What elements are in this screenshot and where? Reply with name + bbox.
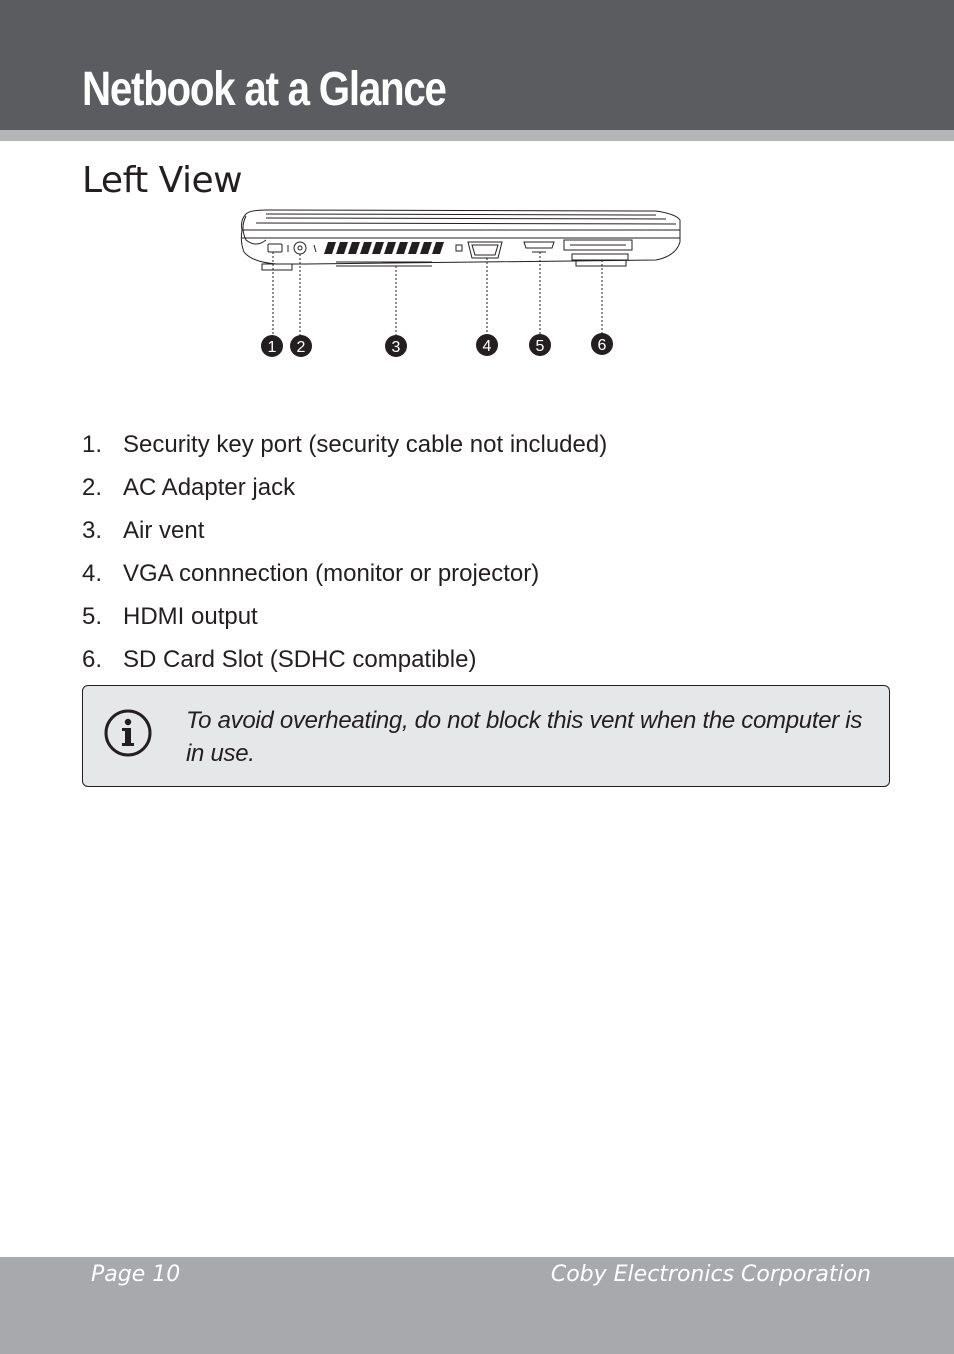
list-item-number: 5. bbox=[82, 603, 103, 630]
svg-text:3: 3 bbox=[391, 339, 401, 356]
list-item bbox=[82, 642, 607, 685]
callout-2 bbox=[290, 335, 312, 357]
list-item-number: 3. bbox=[82, 517, 103, 544]
list-item-label: AC Adapter jack bbox=[123, 474, 296, 501]
components-list bbox=[82, 427, 607, 685]
list-item bbox=[82, 513, 607, 556]
callout-4 bbox=[476, 334, 498, 356]
callout-6 bbox=[591, 333, 613, 355]
svg-text:5: 5 bbox=[535, 338, 545, 355]
list-item bbox=[82, 556, 607, 599]
callout-5 bbox=[529, 334, 551, 356]
list-item bbox=[82, 470, 607, 513]
info-icon bbox=[103, 708, 153, 758]
svg-text:6: 6 bbox=[597, 337, 607, 354]
list-item-label: VGA connnection (monitor or projector) bbox=[123, 560, 540, 587]
list-item-number: 2. bbox=[82, 474, 103, 501]
note-text: To avoid overheating, do not block this vent when the computer is in use. bbox=[186, 707, 863, 767]
list-item-number: 1. bbox=[82, 431, 103, 458]
list-item bbox=[82, 599, 607, 642]
list-item-label: Security key port (security cable not included) bbox=[123, 431, 608, 458]
svg-text:4: 4 bbox=[482, 338, 492, 355]
list-item-label: Air vent bbox=[123, 517, 205, 544]
svg-text:1: 1 bbox=[267, 339, 277, 356]
list-item-label: SD Card Slot (SDHC compatible) bbox=[123, 646, 477, 673]
page-title: Netbook at a Glance bbox=[82, 63, 446, 116]
netbook-left-view-illustration bbox=[236, 208, 686, 368]
svg-text:2: 2 bbox=[296, 339, 306, 356]
page-number: Page 10 bbox=[91, 1262, 181, 1287]
list-item-label: HDMI output bbox=[123, 603, 258, 630]
callout-3 bbox=[385, 335, 407, 357]
section-title: Left View bbox=[82, 160, 243, 201]
list-item-number: 6. bbox=[82, 646, 103, 673]
callout-1 bbox=[261, 335, 283, 357]
company-name: Coby Electronics Corporation bbox=[550, 1262, 871, 1287]
note-box bbox=[82, 685, 890, 787]
list-item-number: 4. bbox=[82, 560, 103, 587]
header-rule bbox=[0, 130, 954, 141]
list-item bbox=[82, 427, 607, 470]
